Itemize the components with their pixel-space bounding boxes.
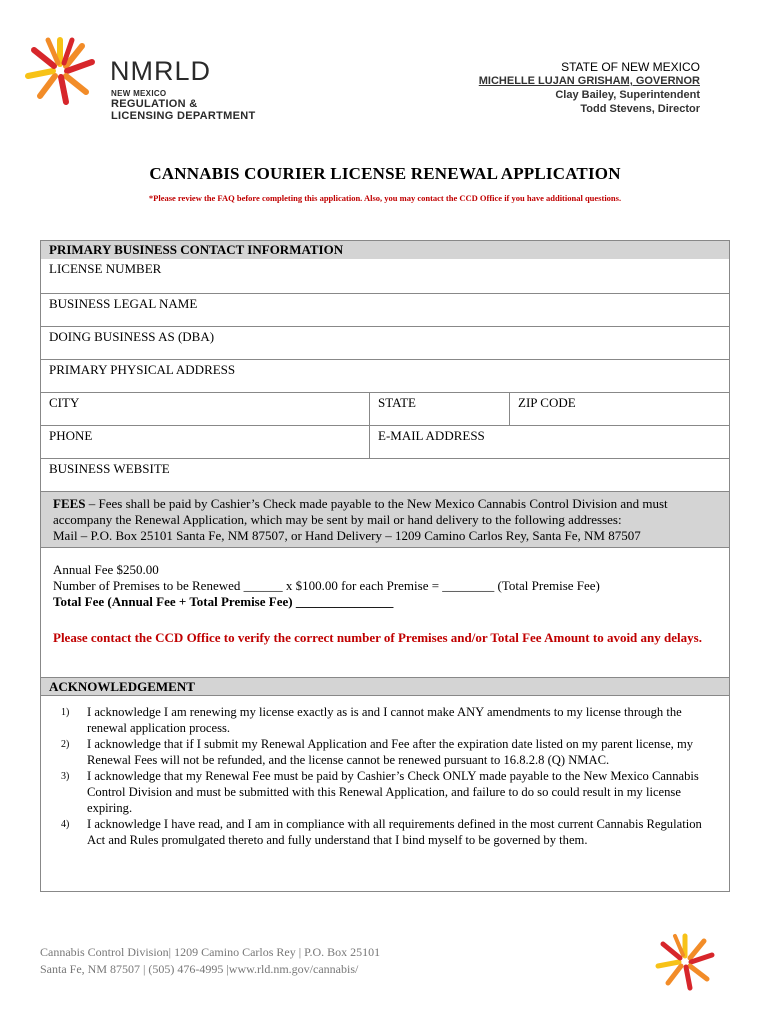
ack-item	[55, 768, 717, 816]
ack-item	[55, 704, 717, 736]
footer-logo-icon	[650, 926, 720, 996]
license-number-row	[41, 259, 729, 293]
fee-warning: Please contact the CCD Office to verify the correct number of Premises and/or Total Fee Amount to avoid any delays.	[53, 630, 702, 645]
fees-address: Mail – P.O. Box 25101 Santa Fe, NM 87507, or Hand Delivery – 1209 Camino Carlos Rey, Santa Fe, NM 87507	[53, 528, 641, 543]
nmrld-logo-icon	[18, 28, 102, 112]
city-field[interactable]: CITY	[49, 395, 80, 410]
brand-wordmark: NMRLD	[110, 56, 212, 86]
dept-line-1: NEW MEXICO	[111, 89, 167, 98]
state-field[interactable]: STATE	[369, 393, 509, 425]
page-title: CANNABIS COURIER LICENSE RENEWAL APPLICATION	[149, 164, 621, 183]
address-row	[41, 359, 729, 392]
legal-name-row	[41, 293, 729, 326]
address-field[interactable]: PRIMARY PHYSICAL ADDRESS	[49, 362, 236, 377]
email-field[interactable]: E-MAIL ADDRESS	[369, 426, 729, 458]
page-footer	[40, 944, 380, 978]
website-row	[41, 458, 729, 491]
ack-item	[55, 816, 717, 848]
page-subtitle: *Please review the FAQ before completing this application. Also, you may contact the CCD Office if you have additional questions.	[148, 193, 622, 203]
ack-text: I acknowledge I have read, and I am in compliance with all requirements defined in the most current Cannabis Regulation Act and Rules promulgated thereto and fully understand that I bind myself to be governed by them.	[87, 817, 702, 847]
ack-section-heading: ACKNOWLEDGEMENT	[41, 677, 729, 695]
phone-field[interactable]: PHONE	[49, 428, 93, 443]
state-name: STATE OF NEW MEXICO	[561, 60, 700, 74]
total-fee-line[interactable]: Total Fee (Annual Fee + Total Premise Fee) _______________	[53, 594, 394, 609]
state-officials-block	[479, 60, 700, 116]
fees-notice	[41, 491, 729, 547]
director-name: Todd Stevens, Director	[580, 103, 700, 115]
fees-text: – Fees shall be paid by Cashier’s Check made payable to the New Mexico Cannabis Control Division and must accompany the Renewal Application, which may be sent by mail or hand delivery to the following addresses:	[53, 496, 668, 527]
fee-calculation	[41, 547, 729, 677]
zip-field[interactable]: ZIP CODE	[509, 393, 729, 425]
contact-section-heading: PRIMARY BUSINESS CONTACT INFORMATION	[41, 241, 729, 259]
annual-fee: Annual Fee $250.00	[53, 562, 159, 577]
superintendent-name: Clay Bailey, Superintendent	[555, 89, 700, 101]
department-name	[111, 90, 256, 122]
ack-number: 2)	[61, 739, 70, 750]
footer-line-1: Cannabis Control Division| 1209 Camino Carlos Rey | P.O. Box 25101	[40, 945, 381, 959]
footer-line-2: Santa Fe, NM 87507 | (505) 476-4995 |www.rld.nm.gov/cannabis/	[40, 962, 359, 976]
ack-text: I acknowledge that my Renewal Fee must be paid by Cashier’s Check ONLY made payable to the New Mexico Cannabis Control Division and must be submitted with this Renewal Application, and failure to do so could result in my license expiring.	[87, 769, 699, 815]
dept-line-2: REGULATION &	[111, 98, 198, 110]
ack-number: 1)	[61, 707, 70, 718]
dba-field[interactable]: DOING BUSINESS AS (DBA)	[49, 329, 215, 344]
governor-name: MICHELLE LUJAN GRISHAM, GOVERNOR	[478, 75, 700, 87]
application-form	[40, 240, 730, 892]
ack-text: I acknowledge I am renewing my license exactly as is and I cannot make ANY amendments to my license through the renewal application process.	[87, 705, 682, 735]
license-number-field[interactable]: LICENSE NUMBER	[49, 261, 162, 276]
dba-row	[41, 326, 729, 359]
website-field[interactable]: BUSINESS WEBSITE	[49, 461, 170, 476]
legal-name-field[interactable]: BUSINESS LEGAL NAME	[49, 296, 198, 311]
dept-line-3: LICENSING DEPARTMENT	[111, 110, 256, 122]
phone-email-row	[41, 425, 729, 458]
fees-label: FEES	[53, 496, 86, 511]
ack-number: 3)	[61, 771, 70, 782]
ack-item	[55, 736, 717, 768]
ack-list	[41, 695, 729, 891]
ack-text: I acknowledge that if I submit my Renewal Application and Fee after the expiration date listed on my parent license, my Renewal Fees will not be refunded, and the license cannot be renewed pursuant to 16.8.2.8 (Q) NMAC.	[87, 737, 694, 767]
ack-number: 4)	[61, 819, 70, 830]
city-state-zip-row	[41, 392, 729, 425]
premises-fee-line[interactable]: Number of Premises to be Renewed ______ x $100.00 for each Premise = ________ (Total Premise Fee)	[53, 578, 600, 593]
